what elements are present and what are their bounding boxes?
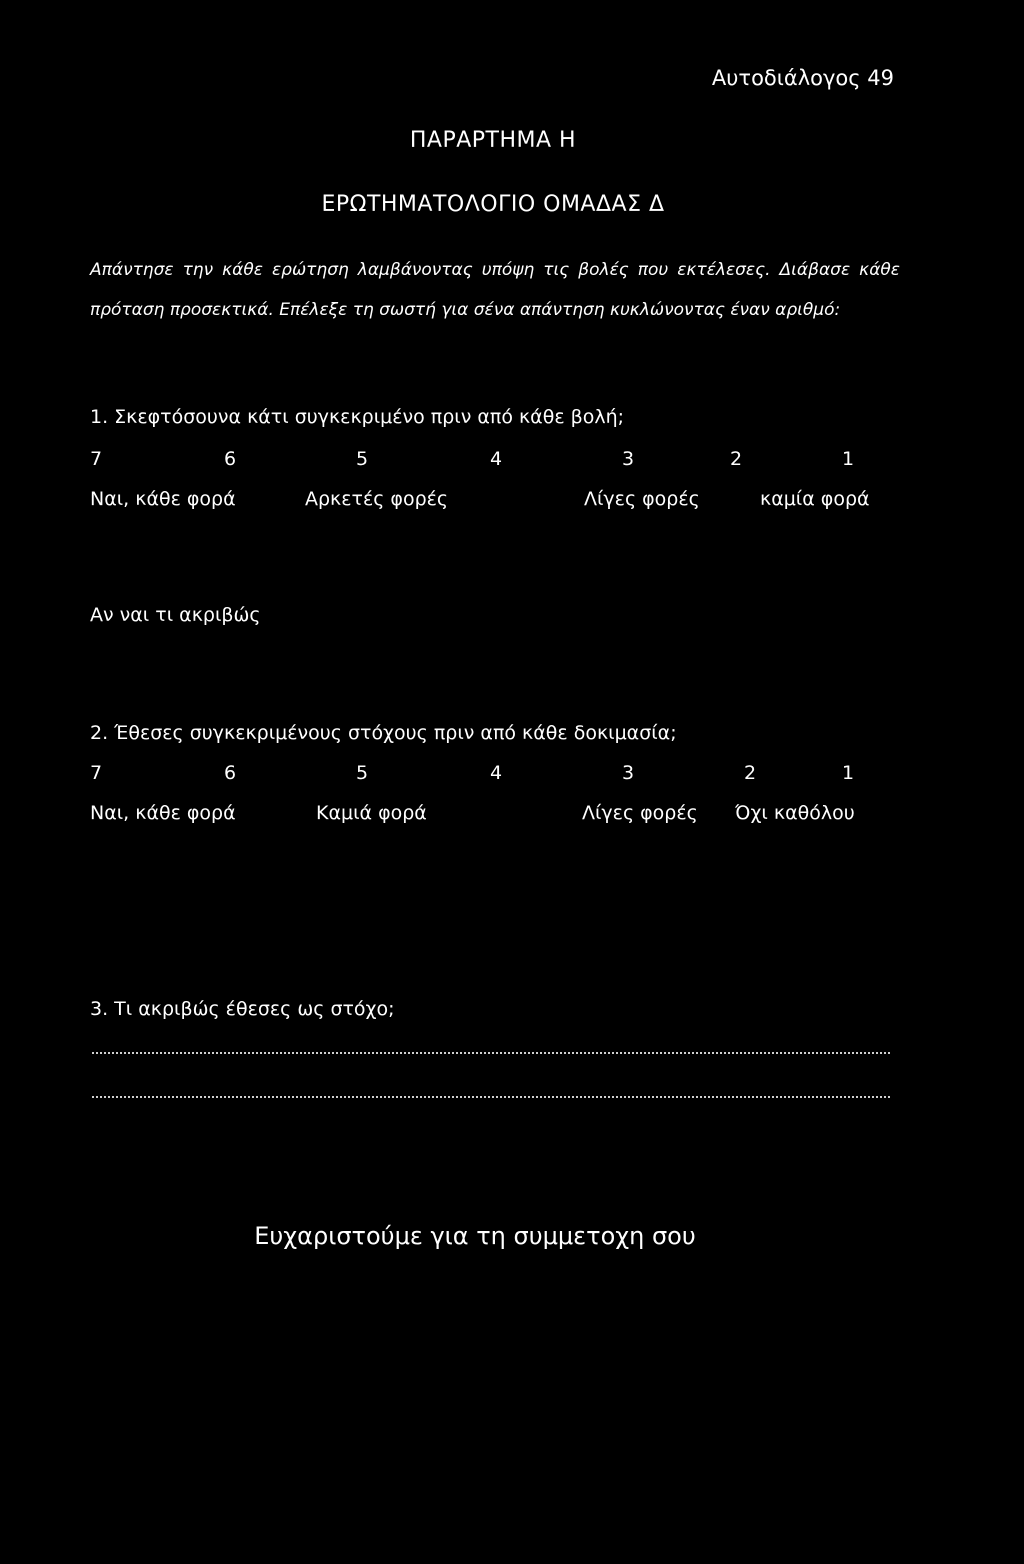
scale-option[interactable]: 7: [90, 448, 103, 470]
instructions-text: Απάντησε την κάθε ερώτηση λαμβάνοντας υπόψη τις βολές που εκτέλεσες. Διάβασε κάθε πρόταση προσεκτικά. Επέλεξε τη σωστή για σένα απάντηση κυκλώνοντας έναν αριθμό:: [90, 260, 900, 320]
question-1-followup: Αν ναι τι ακριβώς: [90, 604, 261, 626]
anchor-label: Καμιά φορά: [316, 802, 427, 824]
scale-option[interactable]: 2: [730, 448, 743, 470]
anchor-label: Λίγες φορές: [582, 802, 698, 824]
scale-option[interactable]: 6: [224, 762, 237, 784]
question-2: 2. Έθεσες συγκεκριμένους στόχους πριν από κάθε δοκιμασία;: [90, 722, 677, 744]
scale-option[interactable]: 4: [490, 762, 503, 784]
answer-line[interactable]: [92, 1096, 890, 1098]
scale-option[interactable]: 5: [356, 448, 369, 470]
question-1: 1. Σκεφτόσουνα κάτι συγκεκριμένο πριν από κάθε βολή;: [90, 406, 625, 428]
anchor-label: Λίγες φορές: [584, 488, 700, 510]
scale-option[interactable]: 7: [90, 762, 103, 784]
answer-line[interactable]: [92, 1052, 890, 1054]
questionnaire-title: ΕΡΩΤΗΜΑΤΟΛΟΓΙΟ ΟΜΑΔΑΣ Δ: [321, 192, 665, 217]
scale-option[interactable]: 5: [356, 762, 369, 784]
anchor-label: Αρκετές φορές: [305, 488, 449, 510]
scale-option[interactable]: 1: [842, 762, 855, 784]
page-header: Αυτοδιάλογος 49: [711, 66, 894, 90]
anchor-label: Ναι, κάθε φορά: [90, 488, 236, 510]
anchor-label: Ναι, κάθε φορά: [90, 802, 236, 824]
question-3: 3. Τι ακριβώς έθεσες ως στόχο;: [90, 998, 395, 1020]
appendix-title: ΠΑΡΑΡΤΗΜΑ Η: [409, 128, 577, 153]
scale-option[interactable]: 4: [490, 448, 503, 470]
scale-option[interactable]: 3: [622, 762, 635, 784]
scale-option[interactable]: 2: [744, 762, 757, 784]
closing-message: Ευχαριστούμε για τη συμμετοχη σου: [254, 1222, 696, 1250]
scale-option[interactable]: 6: [224, 448, 237, 470]
scale-option[interactable]: 1: [842, 448, 855, 470]
anchor-label: Όχι καθόλου: [735, 802, 855, 824]
anchor-label: καμία φορά: [760, 488, 870, 510]
scale-option[interactable]: 3: [622, 448, 635, 470]
